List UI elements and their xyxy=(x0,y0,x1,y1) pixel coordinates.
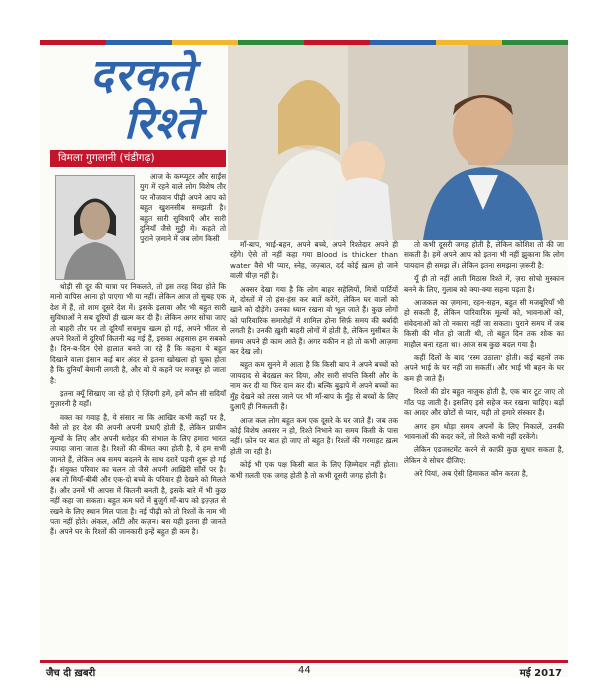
article-paragraph: कोई भी एक पक्ष किसी बात के लिए ज़िम्मेदार नहीं होता। कभी ग़लती एक जगह होती है तो कभी दूसरी जगह होती है। xyxy=(230,460,398,480)
title-line-2: रिश्ते xyxy=(123,98,201,150)
article-paragraph: थोड़ी सी दूर की यात्रा पर निकलते, तो इस तरह विदा होते कि मानो वापिस आना हो पाएगा भी या नहीं। लेकिन आज तो सुबह एक देश में हैं, तो शाम दूसरे देश में। इसके इलावा और भी बहुत सारी सुविधाओं ने सब दूरियों ही खत्म कर दी हैं। लेकिन अगर सोचा जाए तो बाहरी तौर पर तो दूरियाँ सचमुच खत्म हो गई, अपने भीतर से अपने रिश्तों में दूरियाँ कितनी बढ़ गई हैं, इसका अहसास हम सबको है। दिन-ब-दिन ऐसे हालात बनते जा रहे हैं कि कहना ये बहुत दिखाने वाला इंसान कई बार अंदर से इतना खोखला हो चुका होता है कि दुनियाँ बेमानी लगती है, और वो ये कहने पर मजबूर हो जाता है: xyxy=(50,282,226,385)
article-paragraph: यूँ ही तो नहीं आती मिठास रिश्ते में, ज़रा सोचो मुस्कान बनने के लिए, गुलाब को क्या-क्या सहना पड़ता है। xyxy=(404,274,564,294)
article-paragraph: तो कभी दूसरी जगह होती है, लेकिन कोशिश तो की जा सकती है। हमें अपने आप को इतना भी नहीं झुकाना कि लोग पायदान ही समझ लें। लेकिन इतना समझना ज़रूरी है: xyxy=(404,240,564,270)
page-number: 44 xyxy=(298,665,311,676)
article-paragraph: आज कल लोग बहुत कम एक दूसरे के घर जाते हैं। जब तक कोई विशेष अवसर न हो, रिश्ते निभाने का समय किसी के पास नहीं। फ़ोन पर बात हो जाए तो बहुत है। रिश्तों की गरमाहट ख़त्म होती जा रही है। xyxy=(230,415,398,456)
article-paragraph: वक्त का गवाह है, ये संसार ना कि आखिर कभी कहाँ पर है, वैसे तो हर देश की अपनी अपनी प्रथाएँ होती हैं, लेकिन प्राचीन मूल्यों के लिए और अपनी धरोहर की संभाल के लिए हमारा भारत ज्यादा जाना जाता है। रिश्तों की कीमत क्या होती है, ये हम सभी जानते हैं, लेकिन अब समय बदलने के साथ दरारें पड़नी शुरू हो गई हैं। संयुक्त परिवार का चलन तो जैसे अपनी आख़िरी साँसें पर है। अब तो मियाँ-बीबी और एक-दो बच्चे के परिवार ही देखने को मिलते हैं। और उनमें भी आपस में कितनी बनती है, इसके बारे में भी कुछ नहीं कहा जा सकता। बहुत कम घरों में बुज़ुर्ग माँ-बाप को इज़्ज़त से रखने के लिए स्थान मिल पाता है। नई पीढ़ी को तो रिश्तों के नाम भी पता नहीं होते। अंकल, आँटी और कज़न। बस यही इतना ही जानते हैं। अपने घर के रिश्तों की जानकारी इन्हें बहुत ही कम है। xyxy=(50,412,226,537)
column-1-intro xyxy=(140,172,226,248)
article-photo xyxy=(228,45,568,240)
column-1 xyxy=(50,282,226,541)
article-paragraph: बहुत कम सुनने में आता है कि किसी बाप ने अपने बच्चों को जायदाद से बेदख़ल कर दिया, और सारी संपत्ति किसी और के नाम कर दी या फिर दान कर दी। बल्कि बुढ़ापे में अपने बच्चों का मुँह देखने को तरस जाने पर भी माँ-बाप के मुँह से बच्चों के लिए दुआएँ ही निकलती हैं। xyxy=(230,360,398,412)
author-photo xyxy=(55,175,135,280)
article-paragraph: अगर हम थोड़ा समय अपनों के लिए निकालें, उनकी भावनाओं की कदर करें, तो रिश्ते कभी नहीं दरकेंगे। xyxy=(404,421,564,441)
column-2 xyxy=(230,240,398,484)
article-paragraph: इतना क्यूँ सिखाए जा रहे हो ऐ ज़िंदगी हमें, हमें कौन सी सदियाँ गुज़ारनी है यहाँ। xyxy=(50,389,226,409)
article-paragraph: रिश्तों की डोर बहुत नाज़ुक होती है, एक बार टूट जाए तो गाँठ पड़ जाती है। इसलिए इसे सहेज कर रखना चाहिए। बड़ों का आदर और छोटों से प्यार, यही तो हमारे संस्कार हैं। xyxy=(404,387,564,418)
article-paragraph: अक्सर देखा गया है कि लोग बाहर सहेलियों, मित्रों पार्टियों में, दोस्तों में तो हंस-हंस कर बातें करेंगे, लेकिन घर वालों को खाने को दौड़ेंगे। उनका ध्यान रखना वो भूल जाते हैं। कुछ लोगों को पारिवारिक समारोहों में शामिल होना सिर्फ़ समय की बर्बादी लगती है। उनकी ख़ुशी बाहरी लोगों में होती है, लेकिन मुसीबत के समय अपने ही काम आते हैं। अगर यकीन न हो तो कभी आज़मा कर देख लो। xyxy=(230,284,398,357)
article-paragraph: आजकल का ज़माना, रहन-सहन, बहुत सी मजबूरियाँ भी हो सकती हैं, लेकिन पारिवारिक मूल्यों को, भावनाओं को, संवेदनाओं को तो नकारा नहीं जा सकता। पुराने समय में जब किसी की मौत हो जाती थी, तो बहुत दिन तक शोक का माहौल बना रहता था। आज सब कुछ बदल गया है। xyxy=(404,298,564,349)
intro-paragraph: आज के कम्प्यूटर और साईंस युग में रहने वाले लोग विशेष तौर पर नौजवान पीढ़ी अपने आप को बहुत खुशनसीब समझती है। बहुत सारी सुविधाएँ और सारी दुनियाँ जैसे मुट्ठी में। कहते तो पुराने ज़माने में जब लोग किसी xyxy=(140,172,226,244)
author-portrait xyxy=(56,176,134,279)
column-3 xyxy=(404,240,564,483)
article-paragraph: माँ-बाप, भाई-बहन, अपने बच्चे, अपने रिश्तेदार अपने ही रहेंगे। ऐसे तो नहीं कहा गया Blood is thicker than water वैसे भी प्यार, स्नेह, जज़्बात, दर्द कोई ख़त्म हो जाने वाली चीज़ नहीं है। xyxy=(230,240,398,281)
page-footer xyxy=(40,660,568,680)
article-paragraph: लेकिन एडजस्टमेंट करने से काफ़ी कुछ सुधार सकता है, लेकिन ये सोचर दीजिए: xyxy=(404,445,564,465)
article-paragraph: कहीं दिलों के बाद 'रस्म उठाला' होती। कई बहनों तक अपने भाई के घर नहीं जा सकतीं। और भाई भी बहन के घर कम ही जाते हैं। xyxy=(404,353,564,383)
family-photo-illustration xyxy=(228,45,568,240)
magazine-name: जैच दी ख़बरी xyxy=(46,668,96,679)
title-line-1: दरकते xyxy=(89,50,195,101)
article-title xyxy=(52,52,232,149)
color-band-segment xyxy=(40,40,106,45)
article-paragraph: अरे पियां, अब ऐसी हिमाकत कौन करता है, xyxy=(414,469,529,479)
color-band-segment xyxy=(106,40,172,45)
author-byline: विमला गुगलानी (चंडीगढ़) xyxy=(50,150,226,167)
issue-date: मई 2017 xyxy=(519,668,562,679)
